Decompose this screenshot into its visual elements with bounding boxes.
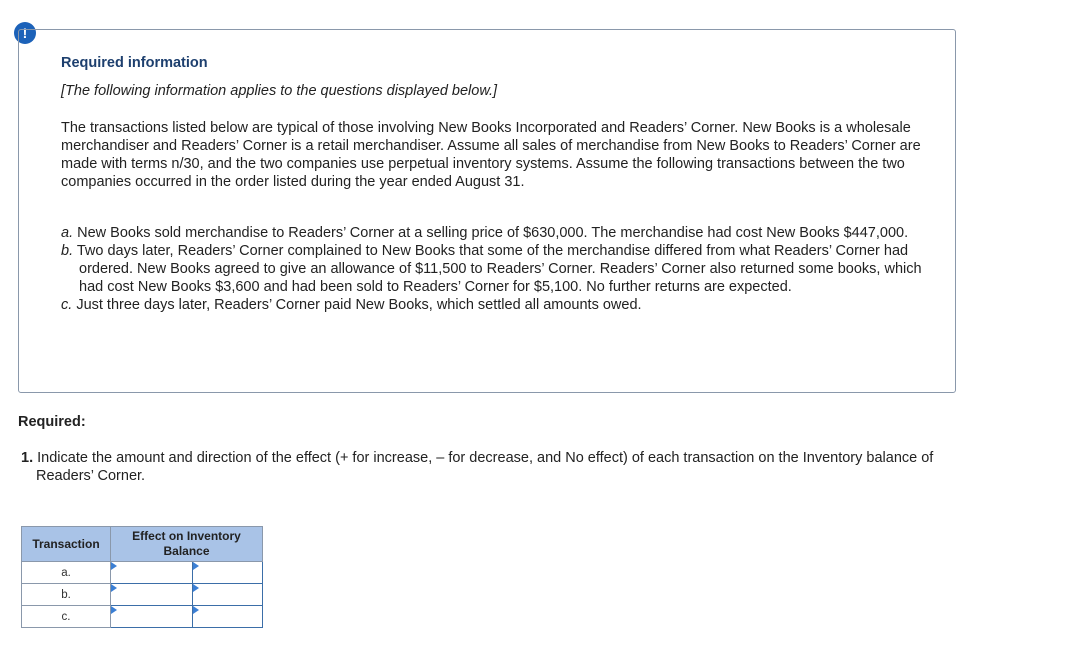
row-label: b. xyxy=(22,584,111,606)
amount-input[interactable] xyxy=(111,584,193,606)
input-marker-icon xyxy=(111,562,117,570)
direction-input[interactable] xyxy=(193,606,263,628)
row-label: c. xyxy=(22,606,111,628)
header-effect-on-inventory: Effect on Inventory Balance xyxy=(111,527,263,562)
info-note: [The following information applies to the questions displayed below.] xyxy=(61,83,498,99)
required-heading: Required: xyxy=(18,414,86,430)
transaction-text: Just three days later, Readers’ Corner paid New Books, which settled all amounts owed. xyxy=(76,297,642,313)
amount-input[interactable] xyxy=(111,562,193,584)
transaction-item-b xyxy=(61,242,931,296)
table-row xyxy=(22,584,263,606)
transaction-letter: c. xyxy=(61,297,73,313)
transaction-text: Two days later, Readers’ Corner complained to New Books that some of the merchandise differed from what Readers’ Corner had ordered. New Books agreed to give an allowance of $11,500 to Readers’ Corner. Readers’ Corner also returned some books, which had cost New Books $3,600 and had been sold to Readers’ Corner for $5,100. No further returns are expected. xyxy=(76,243,922,295)
transaction-item-a xyxy=(61,224,931,242)
amount-input[interactable] xyxy=(111,606,193,628)
direction-input[interactable] xyxy=(193,584,263,606)
info-title: Required information xyxy=(61,55,208,71)
intro-paragraph: The transactions listed below are typical of those involving New Books Incorporated and Readers’ Corner. New Books is a wholesale merchandiser and Readers’ Corner is a retail merchandiser. Assume all sales of merchandise from New Books to Readers’ Corner are made with terms n/30, and the two companies use perpetual inventory systems. Assume the following transactions between the two companies occurred in the order listed during the year ended August 31. xyxy=(61,120,921,190)
transaction-item-c xyxy=(61,296,931,314)
required-information-box xyxy=(18,29,956,393)
input-marker-icon xyxy=(193,606,199,614)
row-label: a. xyxy=(22,562,111,584)
input-marker-icon xyxy=(111,584,117,592)
table-row xyxy=(22,562,263,584)
direction-input[interactable] xyxy=(193,562,263,584)
inventory-effect-table xyxy=(21,526,263,628)
question-text: Indicate the amount and direction of the effect (+ for increase, – for decrease, and No effect) of each transaction on the Inventory balance of Readers’ Corner. xyxy=(36,450,934,484)
transaction-letter: b. xyxy=(61,243,74,259)
input-marker-icon xyxy=(193,562,199,570)
table-row xyxy=(22,606,263,628)
question-1 xyxy=(21,449,951,485)
header-transaction: Transaction xyxy=(22,527,111,562)
transaction-list xyxy=(61,224,931,314)
question-number: 1. xyxy=(21,450,34,466)
transaction-letter: a. xyxy=(61,225,74,241)
input-marker-icon xyxy=(193,584,199,592)
input-marker-icon xyxy=(111,606,117,614)
transaction-text: New Books sold merchandise to Readers’ Corner at a selling price of $630,000. The merchandise had cost New Books $447,000. xyxy=(77,225,909,241)
alert-icon: ! xyxy=(14,22,36,44)
